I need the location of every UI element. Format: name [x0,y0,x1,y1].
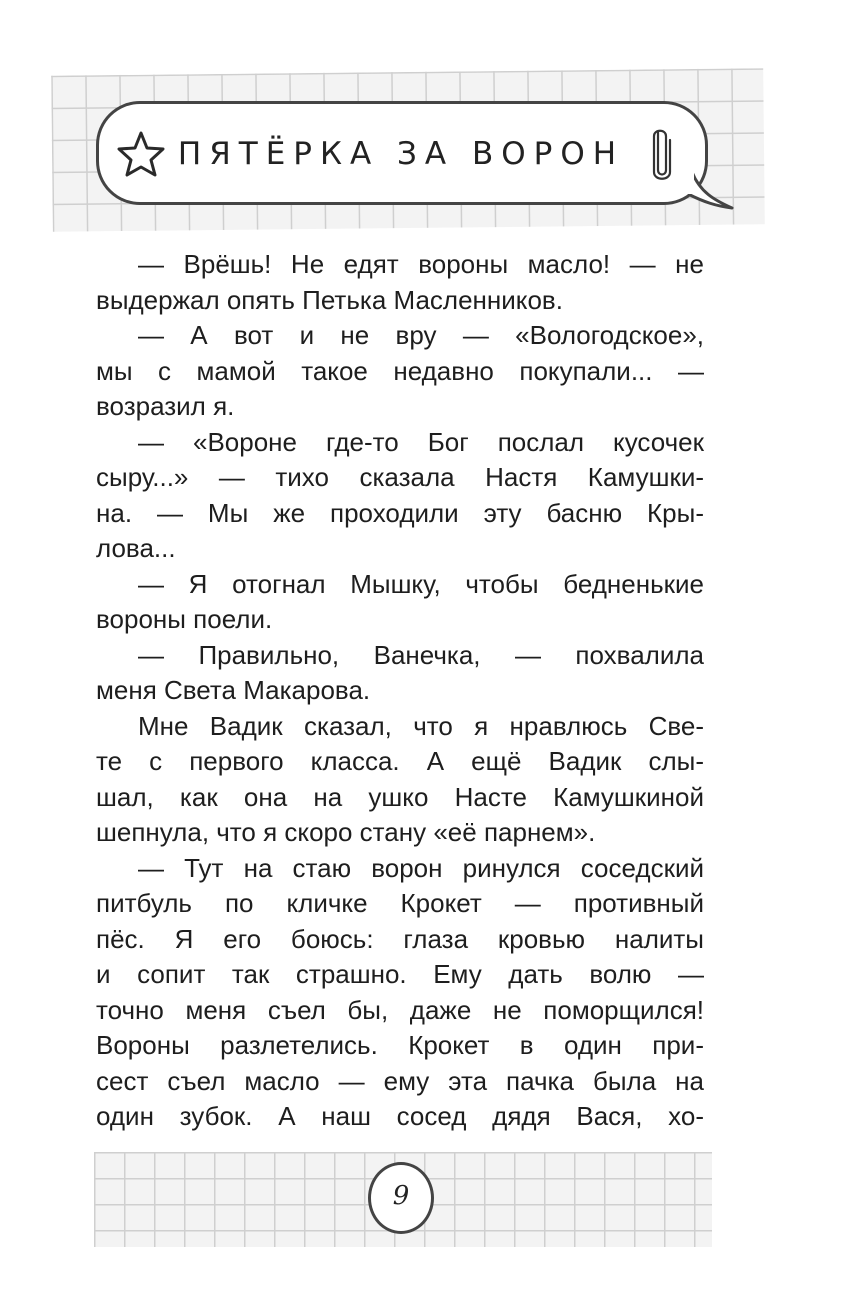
text-line: лова... [96,533,176,563]
text-line: шепнула, что я скоро стану «её парнем». [96,817,596,847]
text-line: — Тут на стаю ворон ринулся соседский [138,852,704,883]
text-line: точно меня съел бы, даже не поморщился! [96,994,704,1025]
text-line: — Врёшь! Не едят вороны масло! — не [138,249,704,279]
text-line: возразил я. [96,391,235,421]
text-line: на. — Мы же проходили эту басню Кры- [96,497,704,528]
text-line: шал, как она на ушко Насте Камушкиной [96,781,704,812]
text-line: Вороны разлетелись. Крокет в один при- [96,1030,704,1060]
text-line: те с первого класса. А ещё Вадик слы- [96,746,704,776]
text-line: — «Вороне где-то Бог послал кусочек [138,426,704,457]
paperclip-icon [650,126,674,182]
text-line: — Я отогнал Мышку, чтобы бедненькие [138,568,704,599]
text-line: — А вот и не вру — «Вологодское», [138,320,704,350]
text-line: выдержал опять Петька Масленников. [96,284,563,315]
text-line: мы с мамой такое недавно покупали... — [96,355,704,386]
text-line: Мне Вадик сказал, что я нравлюсь Све- [138,710,704,741]
text-line: сыру...» — тихо сказала Настя Камушки- [96,462,704,492]
text-line: и сопит так страшно. Ему дать волю — [96,959,704,989]
text-line: вороны поели. [96,604,273,634]
story-text [96,247,704,1135]
page-number: 9 [392,1181,410,1211]
text-line: сест съел масло — ему эта пачка была на [96,1065,704,1096]
text-line: пёс. Я его боюсь: глаза кровью налиты [96,923,704,954]
text-line: меня Света Макарова. [96,675,371,705]
text-line: питбуль по кличке Крокет — противный [96,888,704,918]
speech-bubble-tail [686,170,734,210]
text-line: один зубок. А наш сосед дядя Вася, хо- [96,1101,704,1131]
chapter-title: ПЯТЁРКА ЗА ВОРОН [177,136,625,172]
text-line: — Правильно, Ванечка, — похвалила [138,639,704,670]
star-icon [116,130,166,178]
